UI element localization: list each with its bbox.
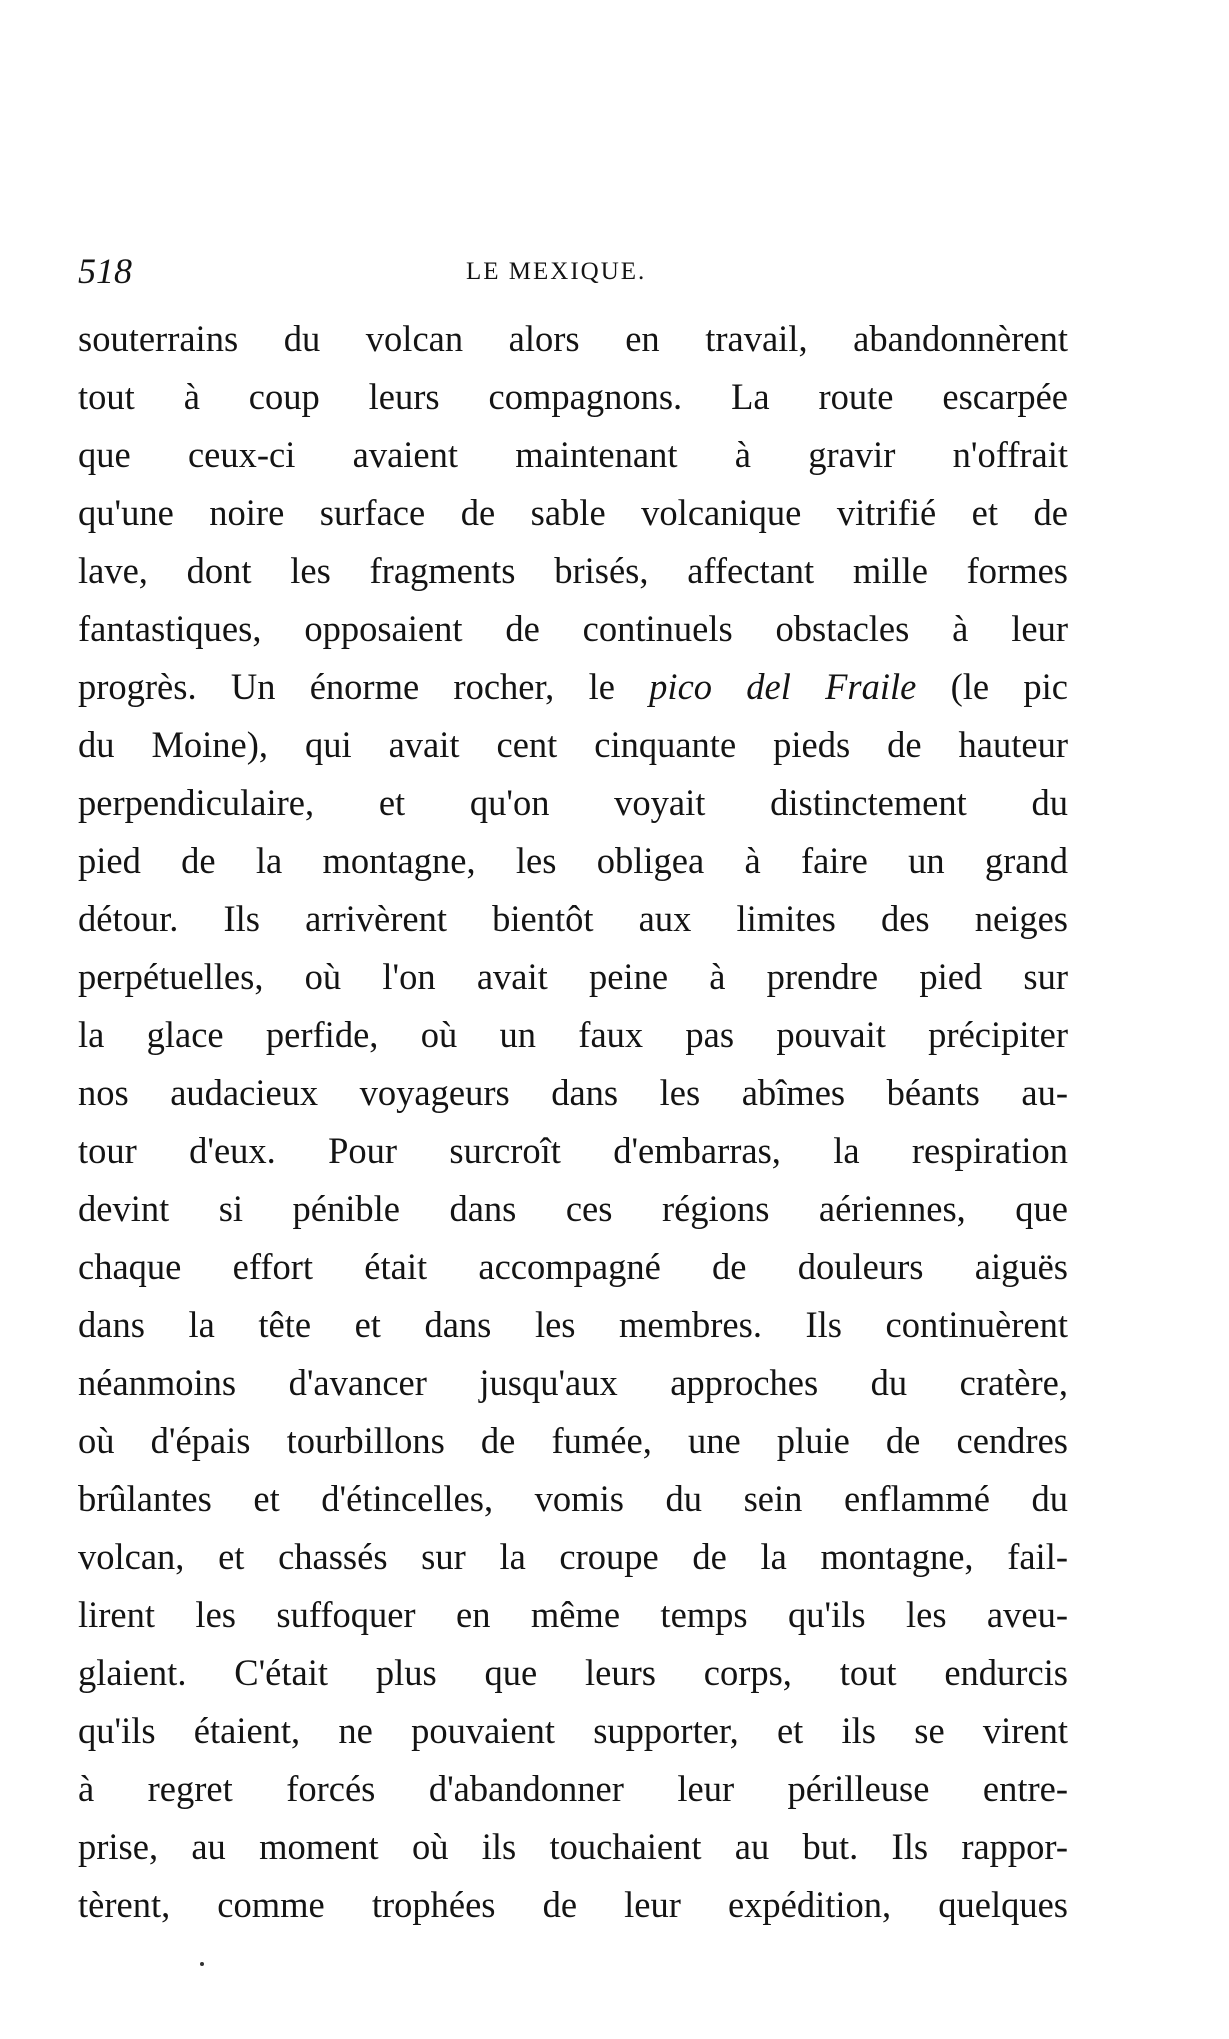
page-number: 518 <box>78 251 132 291</box>
body-text <box>78 310 1068 1934</box>
text-line <box>78 658 1068 716</box>
text-line: perpendiculaire, et qu'on voyait distinctement du <box>78 782 1068 823</box>
text-line: tèrent, comme trophées de leur expédition, quelques <box>78 1884 1068 1925</box>
text-line: devint si pénible dans ces régions aériennes, que <box>78 1188 1068 1229</box>
text-line: du Moine), qui avait cent cinquante pieds de hauteur <box>78 724 1068 765</box>
text-line: perpétuelles, où l'on avait peine à prendre pied sur <box>78 956 1068 997</box>
text-line: tour d'eux. Pour surcroît d'embarras, la respiration <box>78 1130 1068 1171</box>
running-title: LE MEXIQUE. <box>466 258 647 285</box>
text-line: dans la tête et dans les membres. Ils continuèrent <box>78 1304 1068 1345</box>
print-speck <box>200 1962 204 1966</box>
text-line: nos audacieux voyageurs dans les abîmes béants au- <box>78 1072 1068 1113</box>
text-line: lave, dont les fragments brisés, affectant mille formes <box>78 550 1068 591</box>
text-line: qu'une noire surface de sable volcanique vitrifié et de <box>78 492 1068 533</box>
text-line: où d'épais tourbillons de fumée, une pluie de cendres <box>78 1420 1068 1461</box>
text-line: volcan, et chassés sur la croupe de la montagne, fail- <box>78 1536 1068 1577</box>
text-line: souterrains du volcan alors en travail, abandonnèrent <box>78 318 1068 359</box>
text-line: brûlantes et d'étincelles, vomis du sein enflammé du <box>78 1478 1068 1519</box>
text-line: néanmoins d'avancer jusqu'aux approches du cratère, <box>78 1362 1068 1403</box>
text-line: détour. Ils arrivèrent bientôt aux limites des neiges <box>78 898 1068 939</box>
text-line: tout à coup leurs compagnons. La route escarpée <box>78 376 1068 417</box>
text-line: qu'ils étaient, ne pouvaient supporter, et ils se virent <box>78 1710 1068 1751</box>
text-line: lirent les suffoquer en même temps qu'ils les aveu- <box>78 1594 1068 1635</box>
running-head <box>78 250 1068 300</box>
text-line: fantastiques, opposaient de continuels obstacles à leur <box>78 608 1068 649</box>
text-line: chaque effort était accompagné de douleurs aiguës <box>78 1246 1068 1287</box>
text-line: prise, au moment où ils touchaient au but. Ils rappor- <box>78 1826 1068 1867</box>
text-line: pied de la montagne, les obligea à faire un grand <box>78 840 1068 881</box>
text-line: que ceux-ci avaient maintenant à gravir n'offrait <box>78 434 1068 475</box>
text-line: la glace perfide, où un faux pas pouvait précipiter <box>78 1014 1068 1055</box>
text-line: glaient. C'était plus que leurs corps, tout endurcis <box>78 1652 1068 1693</box>
text-segment: progrès. Un énorme rocher, le <box>78 666 650 707</box>
text-line: à regret forcés d'abandonner leur périlleuse entre- <box>78 1768 1068 1809</box>
italic-phrase: pico del Fraile <box>649 666 917 707</box>
text-segment: (le pic <box>916 666 1068 707</box>
